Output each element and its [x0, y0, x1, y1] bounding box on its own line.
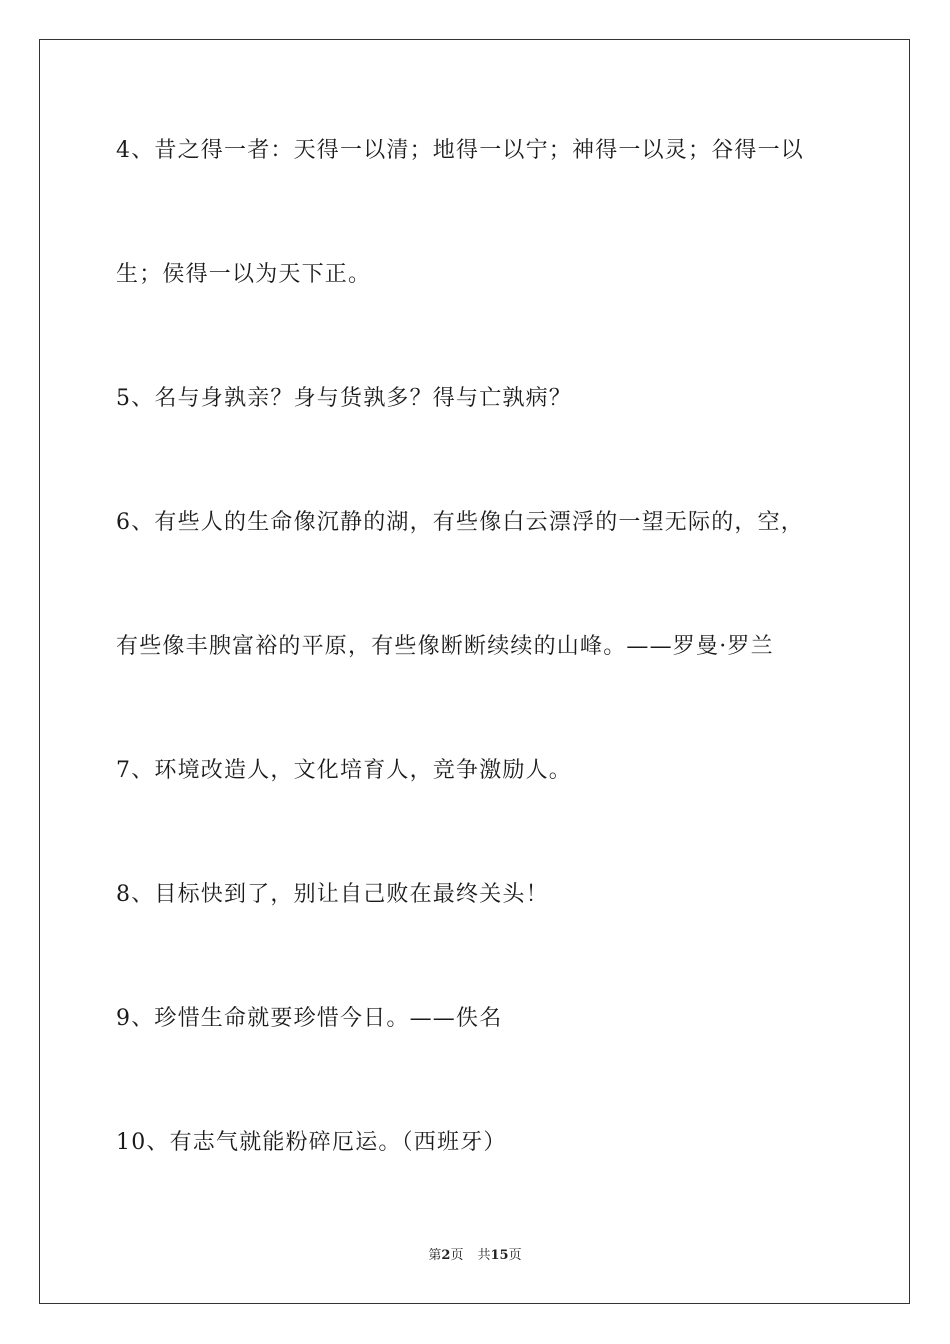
page-suffix: 页	[450, 1248, 464, 1263]
quote-line-6: 7、环境改造人，文化培育人，竞争激励人。	[116, 758, 572, 783]
quote-line-5: 有些像丰腴富裕的平原，有些像断断续续的山峰。——罗曼·罗兰	[116, 634, 774, 659]
total-pages: 15	[490, 1248, 509, 1263]
quote-line-3: 5、名与身孰亲？身与货孰多？得与亡孰病？	[116, 386, 572, 411]
page-number: 2	[441, 1248, 451, 1263]
total-suffix: 页	[508, 1248, 522, 1263]
quote-line-1: 4、昔之得一者：天得一以清；地得一以宁；神得一以灵；谷得一以	[116, 138, 804, 163]
page-footer	[0, 1247, 950, 1265]
quote-line-9: 10、有志气就能粉碎厄运。（西班牙）	[116, 1130, 507, 1155]
quote-line-2: 生；侯得一以为天下正。	[116, 262, 372, 287]
quote-line-8: 9、珍惜生命就要珍惜今日。——佚名	[116, 1006, 503, 1031]
page-prefix: 第	[428, 1248, 442, 1263]
page-border	[39, 39, 910, 1304]
quote-line-7: 8、目标快到了，别让自己败在最终关头！	[116, 882, 549, 907]
total-prefix: 共	[477, 1248, 491, 1263]
quote-line-4: 6、有些人的生命像沉静的湖，有些像白云漂浮的一望无际的，空，	[116, 510, 804, 535]
